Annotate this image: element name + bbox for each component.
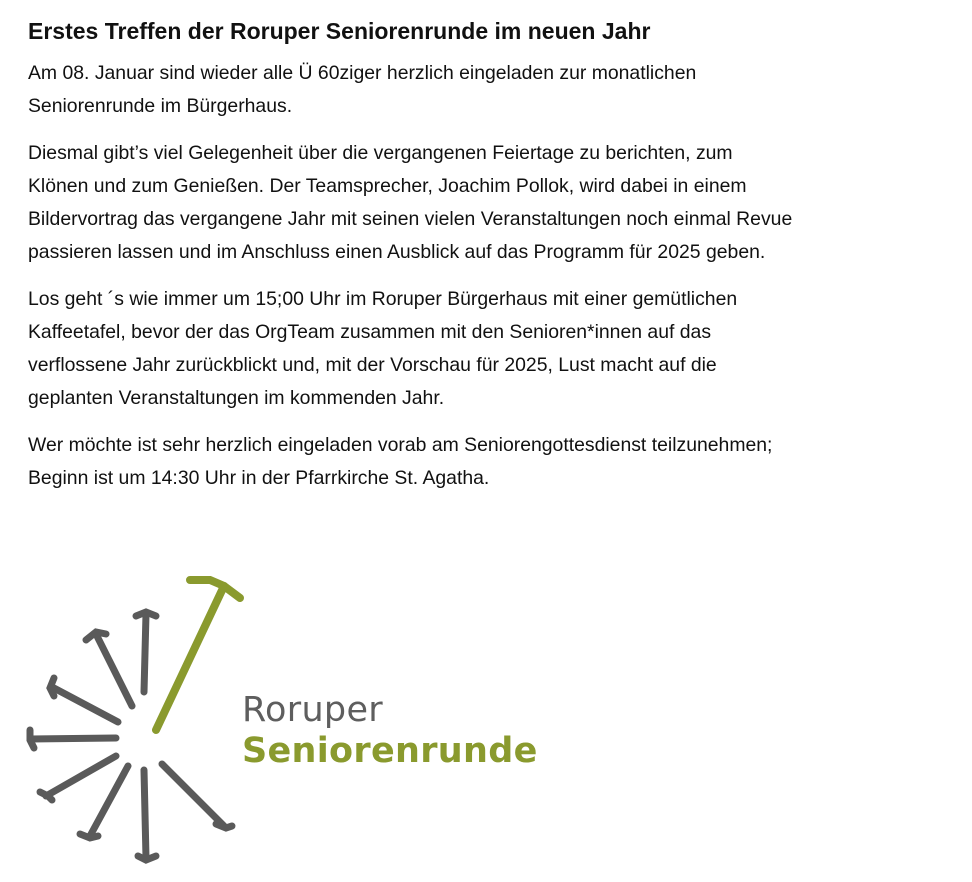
paragraph-line: Klönen und zum Genießen. Der Teamsprecher, Joachim Pollok, wird dabei in einem (28, 175, 747, 197)
cane-shape (162, 764, 224, 826)
cane-shape (96, 634, 132, 706)
paragraph-line: verflossene Jahr zurückblickt und, mit der Vorschau für 2025, Lust macht auf die (28, 354, 717, 376)
paragraph-line: Seniorenrunde im Bürgerhaus. (28, 95, 293, 117)
cane-shape (156, 586, 224, 730)
paragraph-line: Am 08. Januar sind wieder alle Ü 60ziger herzlich eingeladen zur monatlichen (28, 62, 697, 84)
cane-shape (30, 738, 116, 739)
walking-cane-icon (20, 570, 260, 870)
logo-line-seniorenrunde: Seniorenrunde (242, 731, 538, 771)
paragraph-line: geplanten Veranstaltungen im kommenden Jahr. (28, 387, 445, 409)
paragraph-line: Beginn ist um 14:30 Uhr in der Pfarrkirche St. Agatha. (28, 467, 490, 489)
cane-shape (52, 687, 118, 722)
paragraph-line: Los geht ´s wie immer um 15;00 Uhr im Roruper Bürgerhaus mit einer gemütlichen (28, 288, 738, 310)
paragraph-line: Wer möchte ist sehr herzlich eingeladen vorab am Seniorengottesdienst teilzunehmen; (28, 434, 773, 456)
paragraph-service (28, 429, 972, 495)
logo-line-roruper: Roruper (242, 690, 383, 730)
paragraph-line: passieren lassen und im Anschluss einen Ausblick auf das Programm für 2025 geben. (28, 241, 766, 263)
cane-shape (46, 756, 116, 796)
cane-shape (190, 580, 240, 598)
paragraph-schedule (28, 283, 972, 415)
paragraph-line: Bildervortrag das vergangene Jahr mit seinen vielen Veranstaltungen noch einmal Revue (28, 208, 793, 230)
article (28, 14, 972, 509)
seniorenrunde-logo (20, 570, 538, 870)
article-title: Erstes Treffen der Roruper Seniorenrunde im neuen Jahr (28, 18, 651, 44)
cane-shape (90, 766, 128, 836)
logo-wordmark (242, 690, 538, 772)
paragraph-invitation (28, 57, 972, 123)
paragraph-line: Kaffeetafel, bevor der das OrgTeam zusammen mit den Senioren*innen auf das (28, 321, 712, 343)
cane-shape (144, 770, 146, 858)
cane-shape (144, 614, 146, 692)
paragraph-program (28, 137, 972, 269)
paragraph-line: Diesmal gibt’s viel Gelegenheit über die vergangenen Feiertage zu berichten, zum (28, 142, 733, 164)
